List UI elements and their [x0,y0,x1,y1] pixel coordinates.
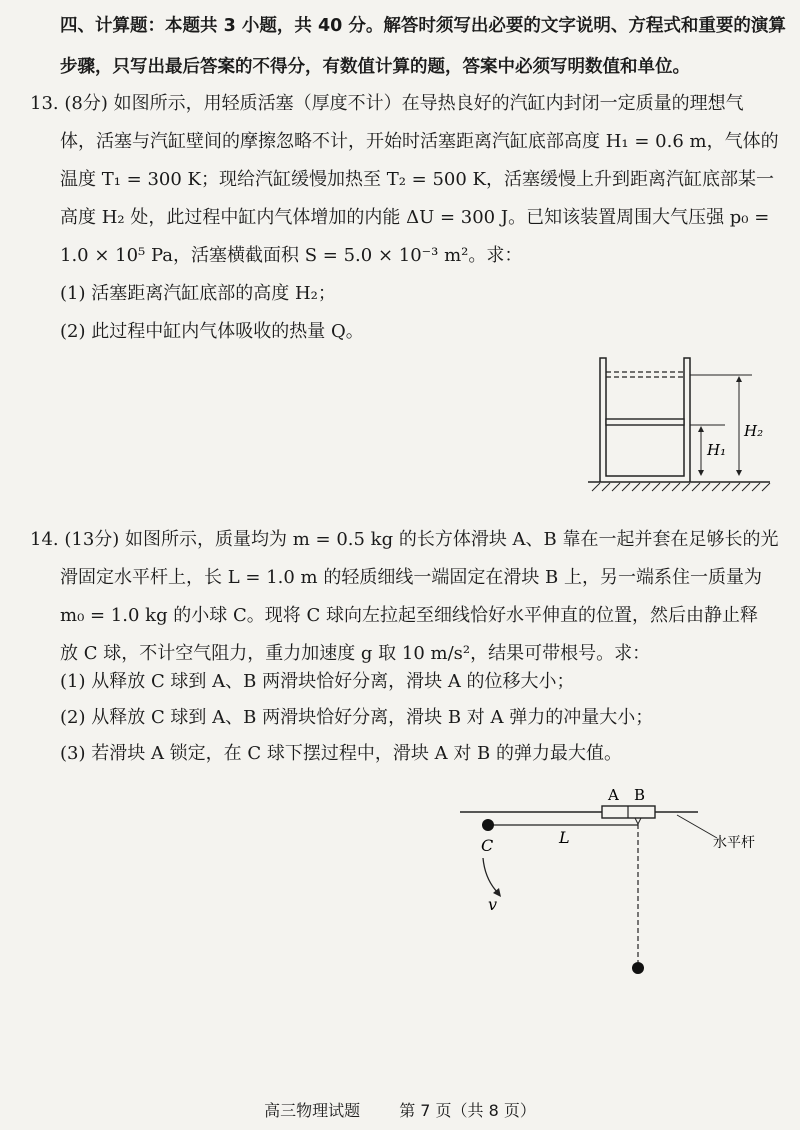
rod-label: 水平杆 [713,835,755,851]
cylinder-figure [580,352,780,497]
q14-line-1: 14. (13分) 如图所示，质量均为 m = 0.5 kg 的长方体滑块 A、B 靠在一起并套在足够长的光 [30,529,779,550]
q14-part-3: (3) 若滑块 A 锁定，在 C 球下摆过程中，滑块 A 对 B 的弹力最大值。 [60,743,622,764]
h1-arrow-up [698,426,704,432]
pendulum-figure [455,780,775,980]
h2-arrow-up [736,376,742,382]
q14-line-4: 放 C 球，不计空气阻力，重力加速度 g 取 10 m/s²，结果可带根号。求： [60,643,651,664]
q13-part-2: (2) 此过程中缸内气体吸收的热量 Q。 [60,321,364,342]
ball-c-label: C [481,836,494,855]
ground-hatching [592,483,770,491]
block-a-label: A [608,786,619,804]
velocity-label: v [488,895,498,914]
section-heading-line-1: 四、计算题：本题共 3 小题，共 40 分。解答时须写出必要的文字说明、方程式和重要的演算 [60,16,786,36]
page-footer [0,1098,800,1121]
section-heading-line-2: 步骤，只写出最后答案的不得分，有数值计算的题，答案中必须写明数值和单位。 [60,57,690,77]
q13-line-4: 高度 H₂ 处，此过程中缸内气体增加的内能 ΔU = 300 J。已知该装置周围大气压强 p₀ = [60,207,770,228]
h2-arrow-down [736,470,742,476]
footer-subject: 高三物理试题 [264,1101,361,1120]
q14-line-3: m₀ = 1.0 kg 的小球 C。现将 C 球向左拉起至细线恰好水平伸直的位置，然后由静止释 [60,605,759,626]
string-attachment [635,818,641,824]
q13-line-5: 1.0 × 10⁵ Pa，活塞横截面积 S = 5.0 × 10⁻³ m²。求： [60,245,523,266]
q13-line-1: 13. (8分) 如图所示，用轻质活塞（厚度不计）在导热良好的汽缸内封闭一定质量的理想气 [30,93,744,114]
ball-c-bottom [632,962,644,974]
q13-part-1: (1) 活塞距离汽缸底部的高度 H₂； [60,283,336,304]
q14-part-1: (1) 从释放 C 球到 A、B 两滑块恰好分离，滑块 A 的位移大小； [60,671,575,692]
block-b-label: B [634,786,646,804]
length-label: L [559,828,570,847]
ball-c-start [482,819,494,831]
q13-line-3: 温度 T₁ = 300 K；现给汽缸缓慢加热至 T₂ = 500 K，活塞缓慢上升到距离汽缸底部某一 [60,169,774,190]
q13-line-2: 体，活塞与汽缸壁间的摩擦忽略不计，开始时活塞距离汽缸底部高度 H₁ = 0.6 m，气体的 [60,131,779,152]
piston-initial [606,419,684,425]
h1-arrow-down [698,470,704,476]
h1-label: H₁ [707,441,727,459]
footer-page-number: 第 7 页（共 8 页） [399,1101,536,1120]
rod-pointer-line [677,815,717,838]
q14-line-2: 滑固定水平杆上，长 L = 1.0 m 的轻质细线一端固定在滑块 B 上，另一端系住一质量为 [60,567,763,588]
q14-part-2: (2) 从释放 C 球到 A、B 两滑块恰好分离，滑块 B 对 A 弹力的冲量大小； [60,707,654,728]
swing-arc [483,858,499,894]
h2-label: H₂ [744,422,764,440]
